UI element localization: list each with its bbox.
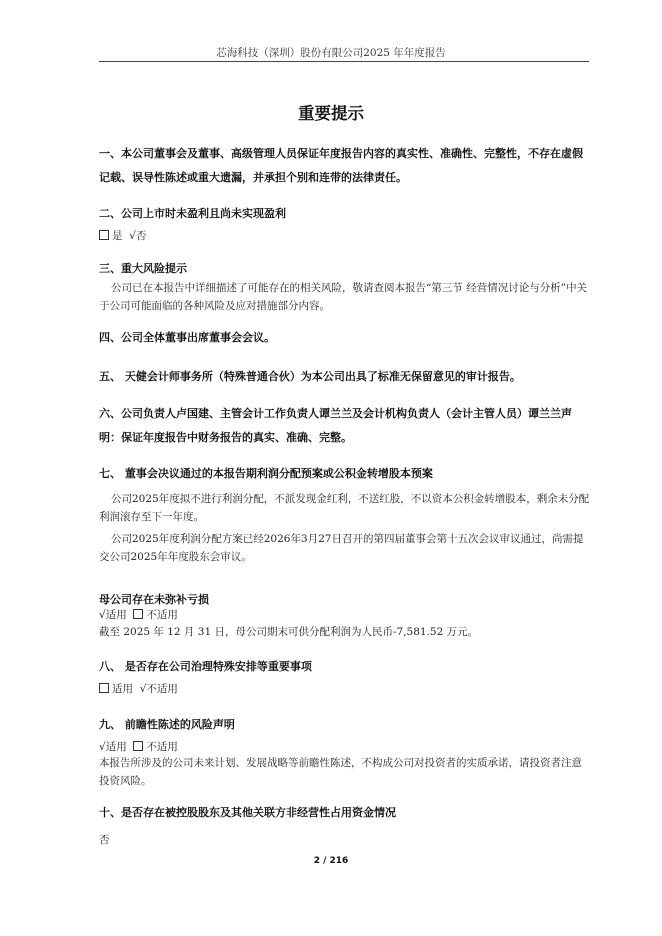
- section-10-heading: 十、是否存在被控股股东及其他关联方非经营性占用资金情况: [99, 806, 396, 819]
- section-3-body: 公司已在本报告中详细描述了可能存在的相关风险，敬请查阅本报告“第三节 经营情况讨论与分析”中关于公司可能面临的各种风险及应对措施部分内容。: [99, 282, 588, 312]
- section-9-heading: 九、 前瞻性陈述的风险声明: [99, 718, 235, 731]
- section-3-heading: 三、重大风险提示: [99, 262, 187, 275]
- section-4-heading: 四、公司全体董事出席董事会会议。: [99, 331, 275, 344]
- section-7-body-1: 公司2025年度拟不进行利润分配，不派发现金红利，不送红股，不以资本公积金转增股本，剩余未分配利润滚存至下一年度。: [99, 493, 590, 523]
- header-divider: [99, 61, 589, 62]
- parent-loss-heading: 母公司存在未弥补亏损: [99, 593, 209, 606]
- checkbox-empty-icon: [99, 230, 109, 240]
- parent-loss-body: 截至 2025 年 12 月 31 日，母公司期末可供分配利润为人民币-7,581.52 万元。: [99, 626, 479, 638]
- section-7-body-2: 公司2025年度利润分配方案已经2026年3月27日召开的第四届董事会第十五次会议审议通过，尚需提交公司2025年年度股东会审议。: [99, 533, 584, 563]
- option-yes: 是: [112, 230, 123, 242]
- section-2-heading: 二、公司上市时未盈利且尚未实现盈利: [99, 207, 286, 220]
- section-8-options: [99, 680, 591, 698]
- checkbox-empty-icon: [133, 741, 143, 751]
- option-not-applicable: 不适用: [146, 741, 178, 753]
- section-9-body: 本报告所涉及的公司未来计划、发展战略等前瞻性陈述，不构成公司对投资者的实质承诺，请投资者注意投资风险。: [99, 757, 582, 787]
- page-number: 2 / 216: [313, 856, 349, 866]
- option-applicable: 适用: [112, 683, 133, 695]
- checkbox-empty-icon: [99, 683, 109, 693]
- section-2-options: [99, 227, 591, 245]
- section-7-heading: 七、 董事会决议通过的本报告期利润分配预案或公积金转增股本预案: [99, 467, 433, 480]
- option-no: √否: [129, 230, 147, 242]
- option-not-applicable: 不适用: [146, 609, 178, 621]
- option-applicable: √适用: [99, 741, 127, 753]
- section-5-heading: 五、 天健会计师事务所（特殊普通合伙）为本公司出具了标准无保留意见的审计报告。: [99, 370, 521, 383]
- parent-loss-options: [99, 606, 591, 624]
- section-8-heading: 八、 是否存在公司治理特殊安排等重要事项: [99, 660, 312, 673]
- page-title: 重要提示: [298, 104, 364, 123]
- section-1-heading: 一、本公司董事会及董事、高级管理人员保证年度报告内容的真实性、准确性、完整性，不存在虚假记载、误导性陈述或重大遗漏，并承担个别和连带的法律责任。: [99, 147, 583, 184]
- section-6-heading: 六、公司负责人卢国建、主管会计工作负责人谭兰兰及会计机构负责人（会计主管人员）谭兰兰声明：保证年度报告中财务报告的真实、准确、完整。: [99, 407, 572, 444]
- section-10-body: 否: [99, 834, 110, 846]
- option-applicable: √适用: [99, 609, 127, 621]
- page-header: 芯海科技（深圳）股份有限公司2025 年年度报告: [216, 47, 446, 59]
- checkbox-empty-icon: [133, 609, 143, 619]
- option-not-applicable: √不适用: [139, 683, 178, 695]
